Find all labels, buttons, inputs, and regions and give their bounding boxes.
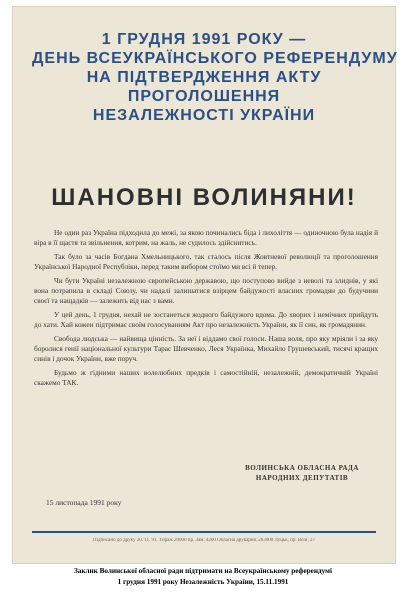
- headline-line: ДЕНЬ ВСЕУКРАЇНСЬКОГО РЕФЕРЕНДУМУ: [32, 50, 398, 67]
- headline-line: НА ПІДТВЕРДЖЕННЯ АКТУ: [86, 69, 322, 86]
- appeal-body: [34, 228, 378, 392]
- signature-line: НАРОДНИХ ДЕПУТАТІВ: [255, 473, 349, 482]
- paragraph: Не один раз Україна підходила до межі, за якою починались біда і лихоліття — одиночною була надія й віра в її щастя та звільнення, котрим, на жаль, не судилось здійснитись.: [34, 228, 378, 247]
- headline-line: 1 ГРУДНЯ 1991 РОКУ —: [101, 31, 307, 48]
- greeting: ШАНОВНІ ВОЛИНЯНИ!: [51, 184, 357, 211]
- issue-date: 15 листопада 1991 року: [46, 498, 122, 507]
- leaflet-sheet: [12, 6, 396, 564]
- print-imprint: Підписано до друку 20. 11. 91. Тираж 20000 пр. Зам. 4200 Обласна друкарня, 263000 Луцьк, пр. Волі, 27: [93, 538, 315, 543]
- paragraph: Чи бути Україні незалежною європейською державою, що поступово вийде з неволі та злиднів, у які вона потрапила в складі Союзу, чи надалі залишатися взірцем байдужості власних громадян до будучини своєї та нащадків — залежить від нас з вами.: [34, 276, 378, 305]
- caption-line: 1 грудня 1991 року Незалежність України, 15.11.1991: [117, 578, 289, 586]
- paragraph: Свобода людська — найвища цінність. За неї і віддамо свої голоси. Наша воля, про яку мріяли і за яку боролися генії національної культури Тарас Шевченко, Леся Українка, Михайло Грушевський, тисячі кращих синів і дочок України, вже поруч.: [34, 334, 378, 363]
- signature-line: ВОЛИНСЬКА ОБЛАСНА РАДА: [245, 464, 359, 472]
- headline: [32, 30, 398, 125]
- image-caption: [0, 566, 406, 588]
- paragraph: У цей день, 1 грудня, нехай не зостанеться жодного байдужого вдома. До хворих і немічних прийдуть до хати. Хай кожен підтримає своїм голосуванням Акт про незалежність України, як її син, як громадянин.: [34, 310, 378, 329]
- caption-line: Заклик Волинської обласної ради підтримати на Всеукраїнському референдумі: [73, 567, 333, 575]
- paragraph: Так було за часів Богдана Хмельницького, так сталось після Жовтневої революції та проголошення Української Народної Республіки, перед таким вибором стоїмо ми всі й тепер.: [34, 252, 378, 271]
- divider-rule: [32, 531, 376, 533]
- headline-line: ПРОГОЛОШЕННЯ: [127, 88, 281, 105]
- headline-line: НЕЗАЛЕЖНОСТІ УКРАЇНИ: [92, 107, 316, 124]
- signature: [232, 464, 372, 483]
- paragraph: Будьмо ж гідними наших волелюбних предків і самостійній, незалежній, демократичній Україні скажемо ТАК.: [34, 368, 378, 387]
